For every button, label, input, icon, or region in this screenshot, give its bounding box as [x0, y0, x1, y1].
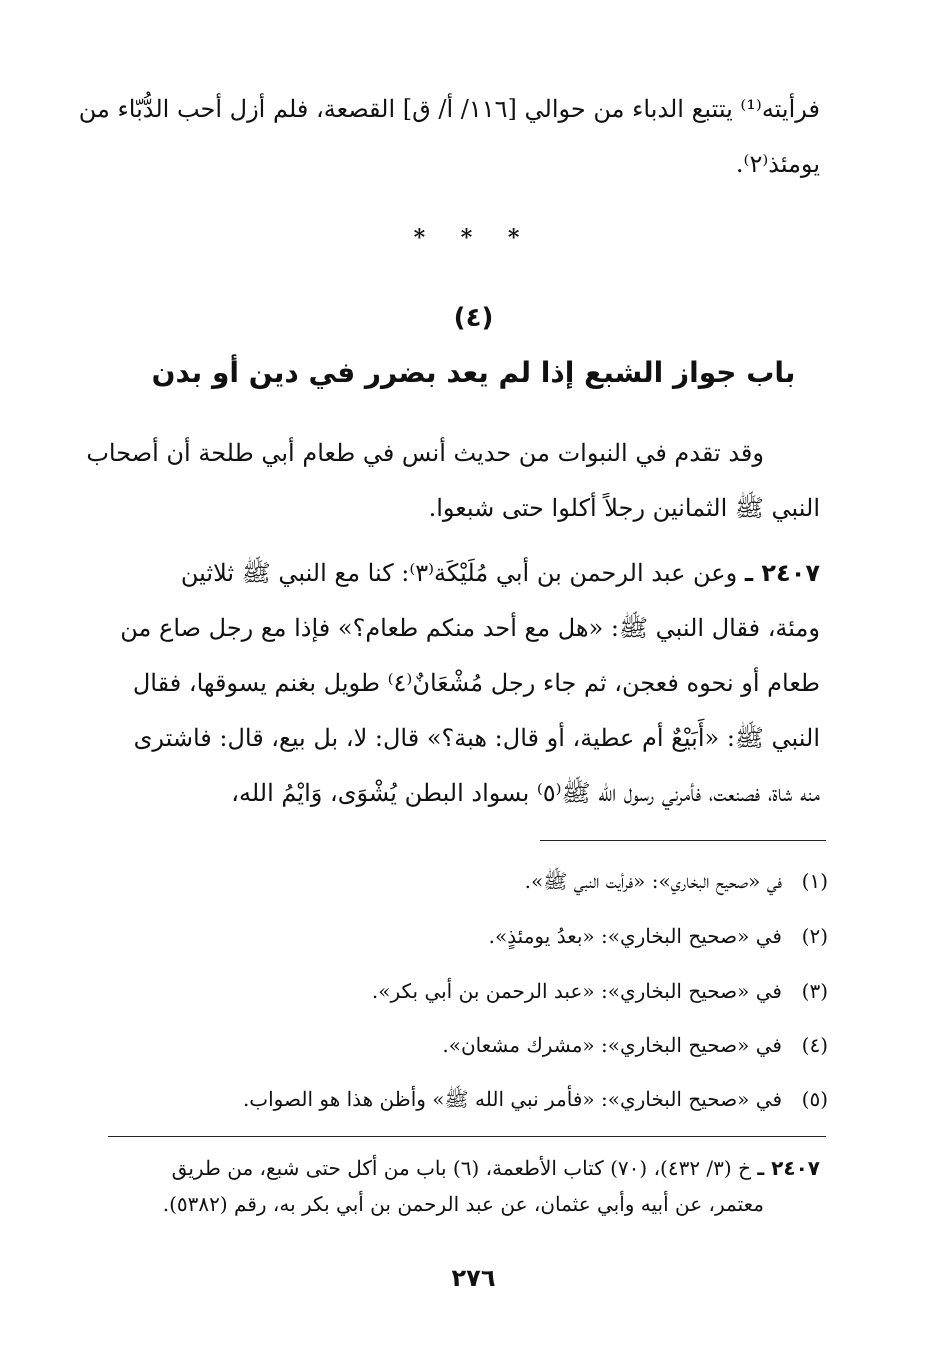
footnote-5-text: في «صحيح البخاري»: «فأمر نبي الله ﷺ» وأظن هذا هو الصواب.	[242, 1087, 782, 1111]
takhrij-line-2: معتمر، عن أبيه وأبي عثمان، عن عبد الرحمن بن أبي بكر به، رقم (٥٣٨٢).	[162, 1192, 764, 1216]
footnote-2	[108, 921, 828, 951]
footnote-3-text: في «صحيح البخاري»: «عبد الرحمن بن أبي بكر».	[371, 979, 782, 1003]
intro-paragraph-line-1: وقد تقدم في النبوات من حديث أنس في طعام أبي طلحة أن أصحاب	[86, 439, 764, 467]
footnote-4-text: في «صحيح البخاري»: «مشرك مشعان».	[442, 1033, 782, 1057]
footnote-2-mark: (٢)	[801, 924, 828, 948]
top-paragraph-line-2: يومئذ⁽٢⁾.	[735, 150, 820, 178]
hadith-line-3: طعام أو نحوه فعجن، ثم جاء رجل مُشْعَانٌ⁽٤⁾ طويل بغنم يسوقها، فقال	[132, 669, 820, 697]
footnote-1-mark: (١)	[801, 869, 828, 893]
hadith-line-5: منه شاة، فصنعت، فأمرني رسول الله ﷺ⁽٥⁾ بسواد البطن يُشْوَى، وَايْمُ الله،	[231, 779, 820, 807]
top-paragraph-line-1: فرأيته⁽¹⁾ يتتبع الدباء من حوالي [١١٦/ أ/ ق] القصعة، فلم أزل أحب الدُّبّاء من	[78, 95, 820, 123]
chapter-number: (٤)	[453, 303, 494, 333]
section-separator: * * *	[413, 225, 534, 251]
takhrij-divider	[108, 1136, 826, 1137]
footnote-2-text: في «صحيح البخاري»: «بعدُ يومئذٍ».	[488, 924, 782, 948]
footnote-4-mark: (٤)	[801, 1033, 828, 1057]
intro-paragraph	[86, 426, 820, 536]
hadith-line-1	[108, 546, 820, 601]
page-number: ٢٧٦	[451, 1264, 496, 1292]
footnote-5	[108, 1084, 828, 1114]
takhrij-line-1-text: خ (٣/ ٤٣٢)، (٧٠) كتاب الأطعمة، (٦) باب من أكل حتى شبع، من طريق	[171, 1156, 751, 1180]
footnote-4	[108, 1030, 828, 1060]
footnote-1-text: في «صحيح البخاري»: «فرأيت النبي ﷺ».	[524, 869, 782, 893]
hadith-line-4: النبي ﷺ: «أَبَيْعٌ أم عطية، أو قال: هبة؟» قال: لا، بل بيع، قال: فاشترى	[133, 724, 820, 752]
footnote-3-mark: (٣)	[801, 979, 828, 1003]
footnote-3	[108, 976, 828, 1006]
takhrij-number: ٢٤٠٧ ـ	[757, 1156, 820, 1180]
hadith-text	[108, 546, 820, 821]
hadith-line-1-text: وعن عبد الرحمن بن أبي مُلَيْكَة⁽٣⁾: كنا مع النبي ﷺ ثلاثين	[180, 559, 738, 587]
intro-paragraph-line-2: النبي ﷺ الثمانين رجلاً أكلوا حتى شبعوا.	[428, 494, 820, 522]
footnote-1	[108, 866, 828, 896]
takhrij-note	[108, 1150, 820, 1222]
top-paragraph	[78, 82, 820, 192]
hadith-line-2: ومئة، فقال النبي ﷺ: «هل مع أحد منكم طعام؟» فإذا مع رجل صاع من	[120, 614, 820, 642]
footnote-5-mark: (٥)	[801, 1087, 828, 1111]
footnote-divider	[540, 840, 826, 841]
hadith-number: ٢٤٠٧ ـ	[744, 559, 820, 587]
takhrij-line-1	[108, 1150, 820, 1186]
chapter-title: باب جواز الشبع إذا لم يعد بضرر في دين أو بدن	[151, 356, 796, 389]
